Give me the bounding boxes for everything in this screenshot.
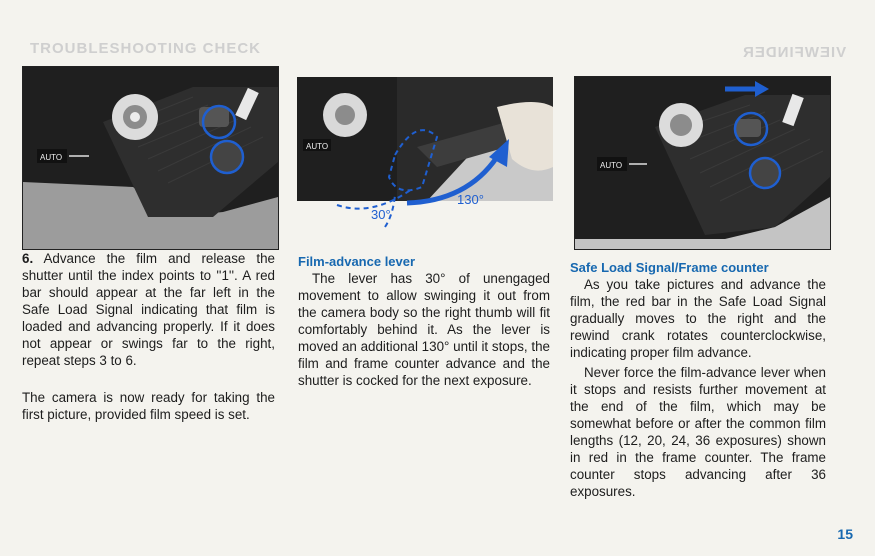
- photo-film-advance-lever: [296, 76, 554, 248]
- page-number: 15: [837, 526, 853, 542]
- photo-frame-counter: [574, 76, 831, 250]
- column-step-6: [22, 250, 275, 423]
- safe-load-paragraph-1: As you take pictures and advance the film, the red bar in the Safe Load Signal gradually moves to the right and the rewind crank rotates counterclockwise, indicating proper film advance.: [570, 277, 826, 360]
- column-safe-load-signal: [570, 259, 826, 500]
- photo1-auto-label: AUTO: [40, 153, 63, 162]
- film-advance-heading: Film-advance lever: [298, 254, 416, 269]
- angle-130-label: 130°: [457, 192, 484, 207]
- step-6-text: Advance the film and release the shutter until the index points to ''1''. A red bar should appear at the far left in the Safe Load Signal indicating that film is loaded and advancing properly. If it does not appear or swings far to the right, repeat steps 3 to 6.: [22, 251, 276, 368]
- step-6-paragraph: [22, 250, 275, 369]
- column-film-advance-lever: [298, 253, 550, 389]
- safe-load-paragraph-2: Never force the film-advance lever when it stops and resists further movement at the end of the film, which may be somewhat before or after the common film lengths (12, 20, 24, 36 exposures) shown in red in the frame counter. The frame counter stops advancing after 36 exposures.: [570, 365, 826, 499]
- bleed-through-right: VIEWFINDER: [742, 44, 847, 61]
- angle-30-label: 30°: [371, 207, 391, 222]
- step-number: 6.: [22, 251, 34, 266]
- safe-load-heading: Safe Load Signal/Frame counter: [570, 260, 769, 275]
- film-advance-body: The lever has 30° of unengaged movement to allow swinging it out from the camera body so the right thumb will fit comfortably behind it. As the lever is moved an additional 130° until it stops, the film and frame counter advance and the shutter is cocked for the next exposure.: [298, 271, 550, 388]
- photo-camera-top-left: [22, 66, 279, 250]
- ready-paragraph: The camera is now ready for taking the first picture, provided film speed is set.: [22, 390, 275, 422]
- photo3-auto-label: AUTO: [600, 161, 623, 170]
- bleed-through-left: TROUBLESHOOTING CHECK: [30, 40, 261, 57]
- photo2-auto-label: AUTO: [306, 142, 329, 151]
